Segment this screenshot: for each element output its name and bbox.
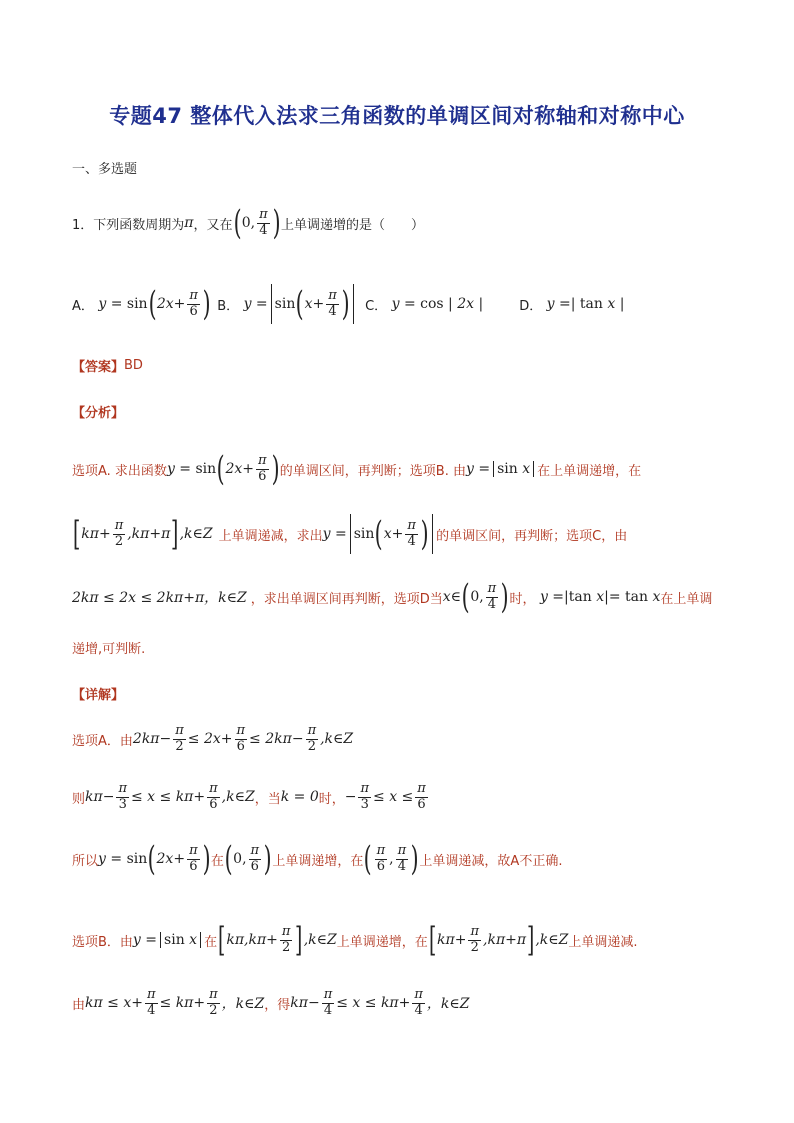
option-b: B． (217, 298, 240, 314)
question-stem: 1．下列函数周期为 π ，又在 ( 0, $\frac{\pi}{4}$ ) 上单调递增的是（ ） (72, 203, 424, 243)
analysis-label: 【分析】 (72, 406, 125, 421)
page-title: 专题47 整体代入法求三角函数的单调区间对称轴和对称中心 (109, 104, 685, 128)
analysis-line-3: 2kπ ≤ 2x ≤ 2kπ+π，k∈Z ，求出单调区间再判断，选项D当 x∈ ( 0, $\frac{\pi}{4}$ ) 时， y =|tan x |= tan x 在上单调 (72, 577, 713, 617)
option-c: C． (365, 298, 388, 314)
section-heading: 一、多选题 (72, 162, 138, 177)
option-a: A． (72, 298, 94, 314)
answer: 【答案】 BD (72, 358, 143, 375)
detail-label: 【详解】 (72, 688, 125, 703)
analysis-line-2: [ kπ+ $\frac{\pi}{2}$ ,kπ+π ] ,k∈Z 上单调递减，求出 y = sin ( x+ $\frac{\pi}{4}$ ) 的单调区间，再判断；选项C，由 (72, 514, 628, 554)
detail-line-5: 由 kπ ≤ x+ $\frac{\pi}{4}$ ≤ kπ+ $\frac{\pi}{2}$ ，k∈Z ，得 kπ− $\frac{\pi}{4}$ ≤ x ≤ kπ+ $\frac{\pi}{4}$ ，k∈Z (72, 987, 470, 1018)
analysis-line-1: 选项A. 求出函数 y = sin ( 2x+ $\frac{\pi}{6}$ ) 的单调区间，再判断；选项B. 由 y = sin x 在上单调递增，在 (72, 449, 642, 489)
analysis-line-4: 递增,可判断. (72, 642, 146, 657)
option-d: D． (519, 298, 543, 314)
options-row: A． y = sin ( 2x+ $\frac{\pi}{6}$ ) B． y = sin ( x+ $\frac{\pi}{4}$ ) C． y = cos | 2x | D． y =| tan x | (72, 284, 625, 324)
detail-line-3: 所以 y = sin ( 2x+ $\frac{\pi}{6}$ ) 在 ( 0, $\frac{\pi}{6}$ ) 上单调递增，在 ( $\frac{\pi}{6}$ , $\frac{\pi}{4}$ ) 上单调递减，故A不正确. (72, 839, 563, 879)
detail-line-4: 选项B．由 y = sin x 在 [ kπ,kπ+ $\frac{\pi}{2}$ ] ,k∈Z 上单调递增，在 [ kπ+ $\frac{\pi}{2}$ ,kπ+π ] ,k∈Z 上单调递减. (72, 920, 638, 960)
detail-line-1: 选项A．由 2kπ− $\frac{\pi}{2}$ ≤ 2x+ $\frac{\pi}{6}$ ≤ 2kπ− $\frac{\pi}{2}$ ,k∈Z (72, 723, 354, 754)
detail-line-2: 则 kπ− $\frac{\pi}{3}$ ≤ x ≤ kπ+ $\frac{\pi}{6}$ ,k∈Z ，当 k = 0 时， − $\frac{\pi}{3}$ ≤ x ≤ $\frac{\pi}{6}$ (72, 781, 426, 812)
